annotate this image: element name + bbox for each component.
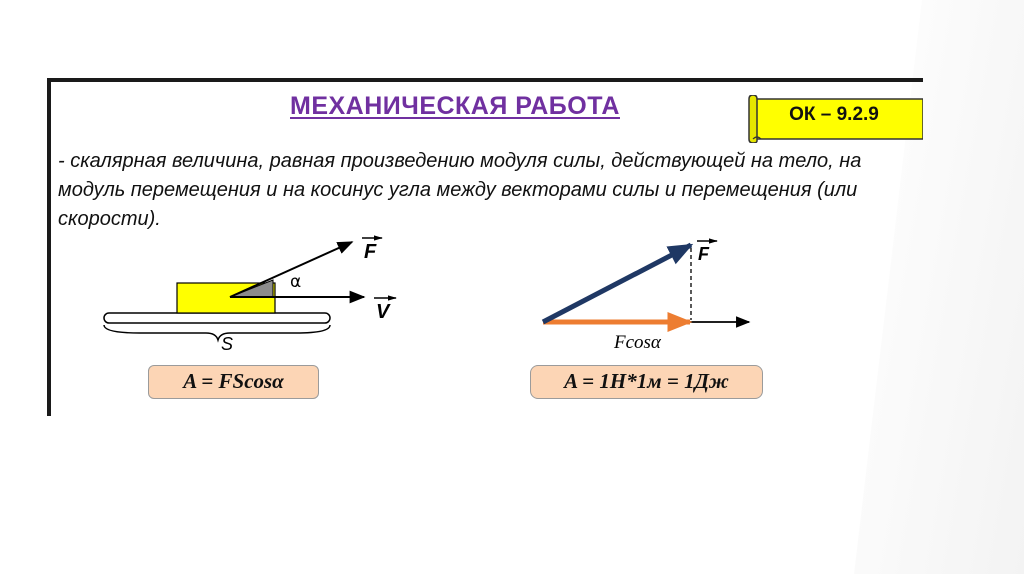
unit-formula-box: A = 1H*1м = 1Дж [530,365,763,399]
ground-surface [104,313,330,323]
velocity-label: V [376,301,390,323]
work-formula-box: A = FScosα [148,365,319,399]
force-label-right: F [698,244,709,264]
page-title: МЕХАНИЧЕСКАЯ РАБОТА [290,92,620,120]
displacement-label: S [221,334,234,354]
force-vector-right [543,245,691,322]
angle-label: α [290,272,302,292]
left-diagram [104,238,396,354]
right-diagram [543,241,749,353]
projection-label: Fcosα [614,332,661,353]
badge-label: ОК – 9.2.9 [789,104,879,125]
force-label-left: F [364,241,377,263]
displacement-brace [104,325,330,340]
definition-text: - скалярная величина, равная произведению модуля силы, действующей на тело, на модуль перемещения и на косинус угла между векторами силы и перемещения (или скорости). [58,150,862,230]
